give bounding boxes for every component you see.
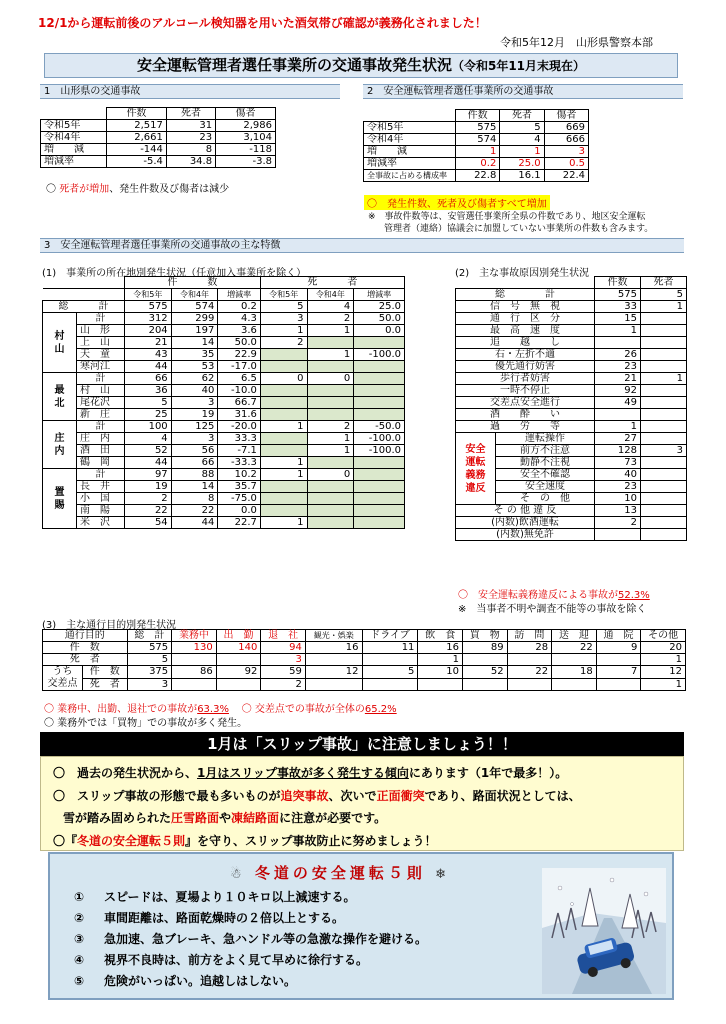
rules-box — [48, 852, 674, 1000]
rules-title: ☃ 冬道の安全運転５則 ❄ — [230, 864, 451, 882]
col-header: 令和4年 — [171, 289, 218, 301]
table-row: 上 山 21 14 50.0 2 — [43, 337, 405, 349]
col-header: 増減率 — [218, 289, 261, 301]
rule-number: ⑤ — [74, 974, 85, 988]
table-row: 追 越 し — [456, 337, 687, 349]
table-row: 動静不注視 73 — [456, 457, 687, 469]
table-row: 村 山 計 312 299 4.3 3 2 50.0 — [43, 313, 405, 325]
region-label: 最 北 — [43, 373, 77, 421]
rule-number: ④ — [74, 953, 85, 967]
sec2-note1: ※ 事故件数等は、安管選任事業所全県の件数であり、地区安全運転 — [368, 212, 646, 222]
safety-group-label: 安全 運転 義務 違反 — [456, 433, 496, 505]
table-row: 歩行者妨害 21 1 — [456, 373, 687, 385]
table-row: 尾花沢 5 3 66.7 — [43, 397, 405, 409]
sub3-note1: 〇 業務中、出勤、退社での事故が63.3% 〇 交差点での事故が全体の65.2% — [44, 704, 397, 715]
sub1-title: (1) 事業所の所在地別発生状況（任意加入事業所を除く） — [42, 268, 307, 279]
table-row: 令和4年 574 4 666 — [364, 134, 589, 146]
region-label: 置 賜 — [43, 469, 77, 529]
col-header: 令和5年 — [125, 289, 172, 301]
table-row: 右・左折不適 26 — [456, 349, 687, 361]
table-row: 鶴 岡 44 66 -33.3 1 — [43, 457, 405, 469]
january-line-1: 〇 過去の発生状況から、1月はスリップ事故が多く発生する傾向にあります（1年で最多！）。 — [53, 766, 568, 780]
sec2-highlight: 〇 発生件数、死者及び傷者すべて増加 — [364, 195, 550, 210]
table-row: 増 減 1 1 3 — [364, 146, 589, 158]
table-row: 交差点安全進行 49 — [456, 397, 687, 409]
col-header: 買 物 — [463, 630, 508, 642]
table-row: 過 労 等 1 — [456, 421, 687, 433]
january-line-3: 雪が踏み固められた圧雪路面や凍結路面に注意が必要です。 — [63, 811, 387, 825]
snowflake-icon: ❄ — [435, 867, 451, 882]
col-header: 飲 食 — [418, 630, 463, 642]
region-label: 庄 内 — [43, 421, 77, 469]
table-row: 庄 内 4 3 33.3 1 -100.0 — [43, 433, 405, 445]
table-row: 寒河江 44 53 -17.0 — [43, 361, 405, 373]
region-label: 村 山 — [43, 313, 77, 373]
sec1-title: 1 山形県の交通事故 — [40, 84, 340, 99]
table-row: 新 庄 25 19 31.6 — [43, 409, 405, 421]
col-header: 死者 — [641, 277, 687, 289]
top-notice: 12/1から運転前後のアルコール検知器を用いた酒気帯び確認が義務化されました！ — [38, 16, 487, 30]
col-header: 退 社 — [261, 630, 306, 642]
table-row: 通 行 区 分 15 — [456, 313, 687, 325]
sec2-note2: 管理者（連絡）協議会に加盟していない事業所の件数も含みます。 — [384, 224, 654, 234]
col-header: ドライブ — [362, 630, 418, 642]
col-header: 傷者 — [544, 110, 588, 122]
sec2-table — [363, 109, 589, 182]
snowman-icon: ☃ — [230, 867, 246, 882]
table-row: 安全 運転 義務 違反 運転操作 27 — [456, 433, 687, 445]
table-row: (内数)飲酒運転 2 — [456, 517, 687, 529]
table-row: 総 計 575 574 0.2 5 4 25.0 — [43, 301, 405, 313]
table-row: 全事故に占める構成率 22.8 16.1 22.4 — [364, 170, 589, 182]
col-header: 通 院 — [596, 630, 641, 642]
table-row: (内数)無免許 — [456, 529, 687, 541]
rule-text: 車間距離は、路面乾燥時の２倍以上とする。 — [104, 911, 345, 925]
table-row: 安全速度 23 — [456, 481, 687, 493]
table-row: 令和4年 2,661 23 3,104 — [41, 132, 276, 144]
sub2-note2: ※ 当事者不明や調査不能等の事故を除く — [458, 604, 647, 615]
col-header: 出 勤 — [216, 630, 261, 642]
table-row: 増減率 0.2 25.0 0.5 — [364, 158, 589, 170]
car-snow-illustration — [542, 868, 666, 994]
col-header: 総 計 — [127, 630, 172, 642]
table-row: 米 沢 54 44 22.7 1 — [43, 517, 405, 529]
col-header: 死者 — [500, 110, 544, 122]
table-row: 優先通行妨害 23 — [456, 361, 687, 373]
sec2-title: 2 安全運転管理者選任事業所の交通事故 — [363, 84, 683, 99]
january-banner: 1月は「スリップ事故」に注意しましょう！！ — [40, 732, 684, 756]
rule-item — [74, 972, 427, 993]
january-line-4: 〇『冬道の安全運転５則』を守り、スリップ事故防止に努めましょう！ — [53, 834, 437, 848]
table-row: 長 井 19 14 35.7 — [43, 481, 405, 493]
rule-text: 視界不良時は、前方をよく見て早めに徐行する。 — [104, 953, 369, 967]
rule-number: ② — [74, 911, 85, 925]
table-row: そ の 他 違 反 13 — [456, 505, 687, 517]
table-row: 小 国 2 8 -75.0 — [43, 493, 405, 505]
col-header: 訪 問 — [507, 630, 552, 642]
rule-item — [74, 909, 427, 930]
table-row: 庄 内 計 100 125 -20.0 1 2 -50.0 — [43, 421, 405, 433]
main-title: 安全運転管理者選任事業所の交通事故発生状況 — [136, 56, 452, 74]
rules-list — [74, 888, 427, 993]
table-row: 天 童 43 35 22.9 1 -100.0 — [43, 349, 405, 361]
sec1-table — [40, 107, 276, 168]
table-row: 前方不注意 128 3 — [456, 445, 687, 457]
table-row: 一時不停止 92 — [456, 385, 687, 397]
table-row: 酒 田 52 56 -7.1 1 -100.0 — [43, 445, 405, 457]
sec3-title: 3 安全運転管理者選任事業所の交通事故の主な特徴 — [40, 238, 684, 253]
col-header: 件数 — [456, 110, 500, 122]
table-row: 増 減 -144 8 -118 — [41, 144, 276, 156]
col-header: 件数 — [107, 108, 167, 120]
col-header: 傷者 — [216, 108, 276, 120]
col-header: その他 — [641, 630, 686, 642]
col-header: 増減率 — [354, 289, 405, 301]
purpose-table — [42, 629, 686, 691]
table-row: 最 北 計 66 62 6.5 0 0 — [43, 373, 405, 385]
table-row: 信 号 無 視 33 1 — [456, 301, 687, 313]
table-row: 令和5年 575 5 669 — [364, 122, 589, 134]
sub2-title: (2) 主な事故原因別発生状況 — [455, 268, 590, 279]
rule-item — [74, 888, 427, 909]
group-header: 死 者 — [260, 277, 404, 289]
col-header: 件数 — [595, 277, 641, 289]
cause-table — [455, 276, 687, 541]
table-row: 最 高 速 度 1 — [456, 325, 687, 337]
table-row: 安全不確認 40 — [456, 469, 687, 481]
col-header: 通行目的 — [43, 630, 128, 642]
table-row: 増減率 -5.4 34.8 -3.8 — [41, 156, 276, 168]
rule-item — [74, 930, 427, 951]
main-title-sub: （令和5年11月末現在） — [451, 59, 586, 73]
col-header: 死者 — [166, 108, 215, 120]
sub3-note2: 〇 業務外では「買物」での事故が多く発生。 — [44, 718, 248, 729]
table-row: うち 交差点 件 数 375 86 92 59 12 5 10 52 22 18 7 12 — [43, 666, 686, 679]
rule-text: 急加速、急ブレーキ、急ハンドル等の急激な操作を避ける。 — [104, 932, 428, 946]
col-header: 観光・娯楽 — [305, 630, 362, 642]
sub3-title: (3) 主な通行目的別発生状況 — [42, 620, 177, 631]
intersection-group-label: うち 交差点 — [43, 666, 83, 691]
rule-number: ① — [74, 890, 85, 904]
rule-item — [74, 951, 427, 972]
col-header: 送 迎 — [552, 630, 597, 642]
rule-text: 危険がいっぱい。追越しはしない。 — [104, 974, 297, 988]
table-row: 酒 酔 い — [456, 409, 687, 421]
group-header: 件 数 — [125, 277, 261, 289]
sub2-note-red: 〇 安全運転義務違反による事故が52.3% — [458, 590, 650, 601]
january-box — [40, 756, 684, 851]
rule-text: スピードは、夏場より１０キロ以上減速する。 — [104, 890, 356, 904]
table-row: 置 賜 計 97 88 10.2 1 0 — [43, 469, 405, 481]
table-row: 死 者 5 3 1 1 — [43, 654, 686, 666]
table-row: 件 数 575 130 140 94 16 11 16 89 28 22 9 20 — [43, 642, 686, 654]
date-issuer: 令和5年12月 山形県警察本部 — [500, 36, 653, 49]
table-row: 南 陽 22 22 0.0 — [43, 505, 405, 517]
col-header: 令和4年 — [307, 289, 354, 301]
table-row: 令和5年 2,517 31 2,986 — [41, 120, 276, 132]
col-header: 令和5年 — [260, 289, 307, 301]
rule-number: ③ — [74, 932, 85, 946]
location-table — [42, 276, 405, 529]
table-row: 山 形 204 197 3.6 1 1 0.0 — [43, 325, 405, 337]
table-row: そ の 他 10 — [456, 493, 687, 505]
table-row: 村 山 36 40 -10.0 — [43, 385, 405, 397]
main-title-bar — [44, 53, 678, 78]
sec1-note: 〇 死者が増加、発生件数及び傷者は減少 — [46, 184, 230, 195]
table-row: 死 者 3 2 1 — [43, 678, 686, 691]
table-row: 総 計 575 5 — [456, 289, 687, 301]
january-line-2: 〇 スリップ事故の形態で最も多いものが追突事故、次いで正面衝突であり、路面状況としては、 — [53, 789, 581, 803]
col-header: 業務中 — [172, 630, 217, 642]
